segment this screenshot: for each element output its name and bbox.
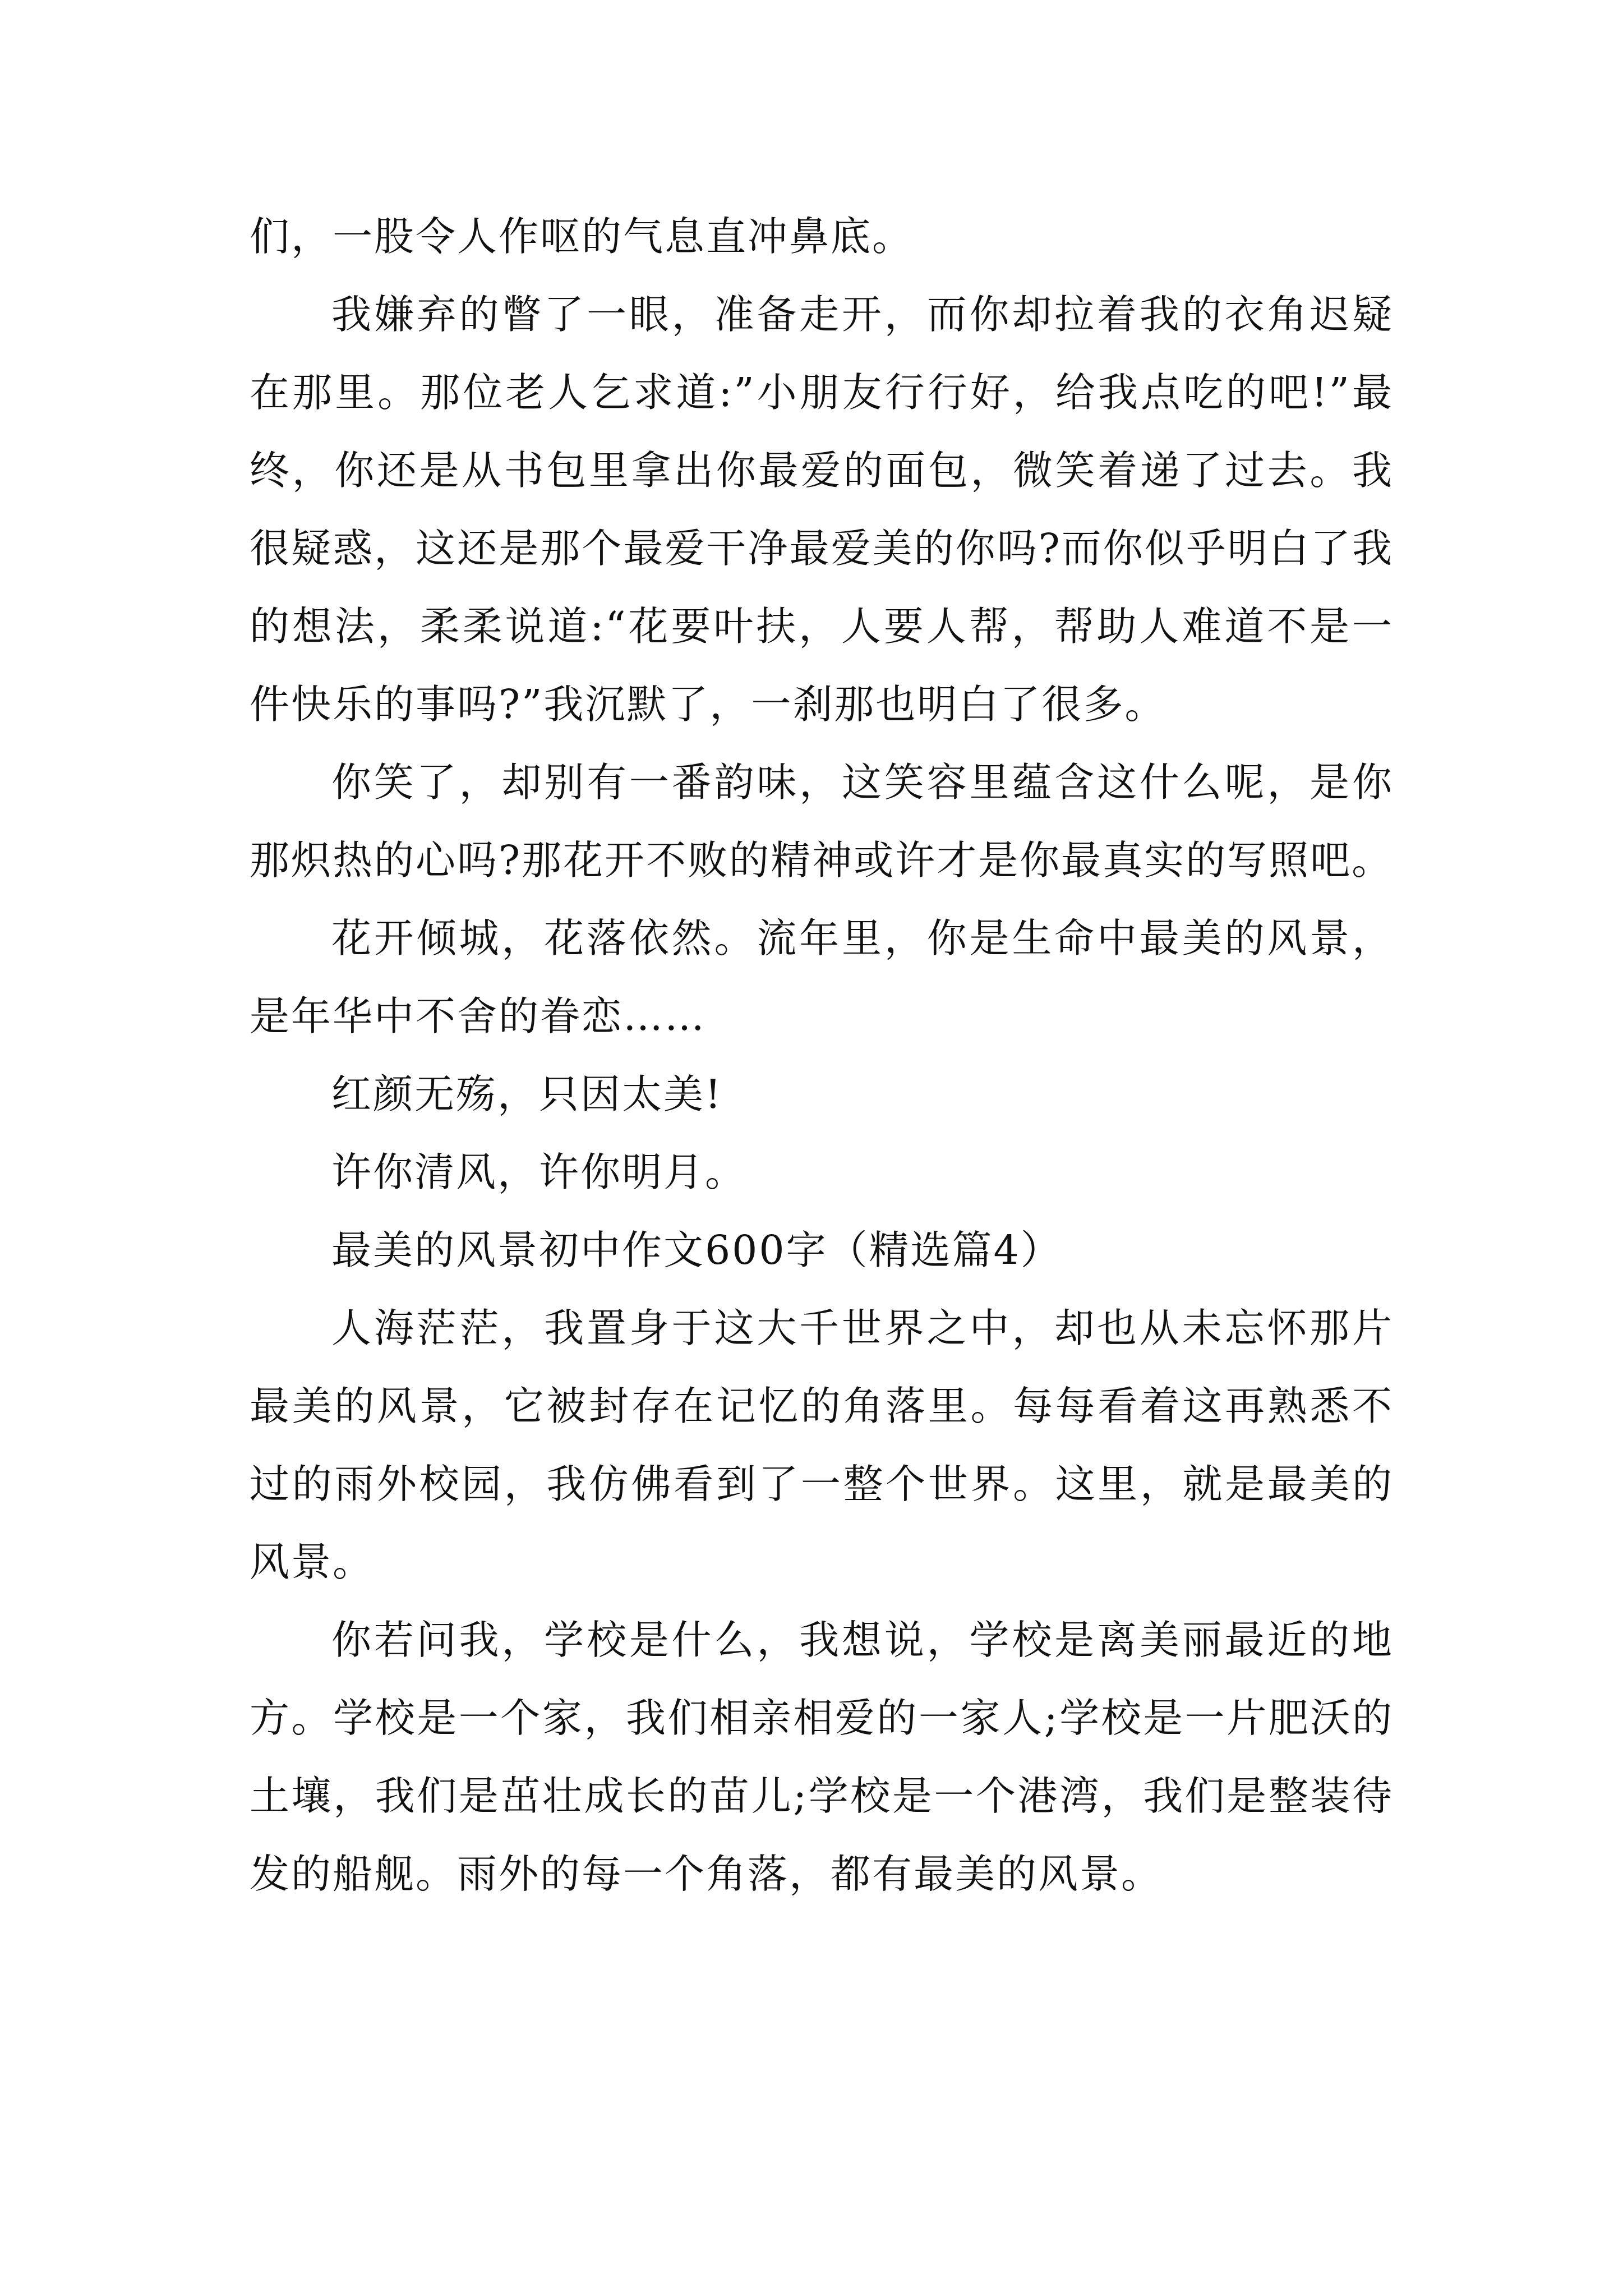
document-body [250,197,1394,1913]
paragraph: 我嫌弃的瞥了一眼，准备走开，而你却拉着我的衣角迟疑在那里。那位老人乞求道:”小朋友行行好，给我点吃的吧!”最终，你还是从书包里拿出你最爱的面包，微笑着递了过去。我很疑惑，这还是那个最爱干净最爱美的你吗?而你似乎明白了我的想法，柔柔说道:“花要叶扶，人要人帮，帮助人难道不是一件快乐的事吗?”我沉默了，一刹那也明白了很多。 [250,291,1394,728]
paragraph-continuation: 们，一股令人作呕的气息直冲鼻底。 [250,213,914,260]
paragraph: 你若问我，学校是什么，我想说，学校是离美丽最近的地方。学校是一个家，我们相亲相爱的一家人;学校是一片肥沃的土壤，我们是茁壮成长的苗儿;学校是一个港湾，我们是整装待发的船舰。雨外的每一个角落，都有最美的风景。 [250,1617,1394,1897]
section-heading: 最美的风景初中作文600字（精选篇4） [331,1227,1062,1273]
paragraph: 许你清风，许你明月。 [331,1149,747,1195]
paragraph: 红颜无殇，只因太美! [331,1071,723,1117]
paragraph: 花开倾城，花落依然。流年里，你是生命中最美的风景，是年华中不舍的眷恋…… [250,915,1394,1039]
paragraph: 人海茫茫，我置身于这大千世界之中，却也从未忘怀那片最美的风景，它被封存在记忆的角落里。每每看着这再熟悉不过的雨外校园，我仿佛看到了一整个世界。这里，就是最美的风景。 [250,1305,1394,1585]
paragraph: 你笑了，却别有一番韵味，这笑容里蕴含这什么呢，是你那炽热的心吗?那花开不败的精神或许才是你最真实的写照吧。 [250,759,1394,884]
